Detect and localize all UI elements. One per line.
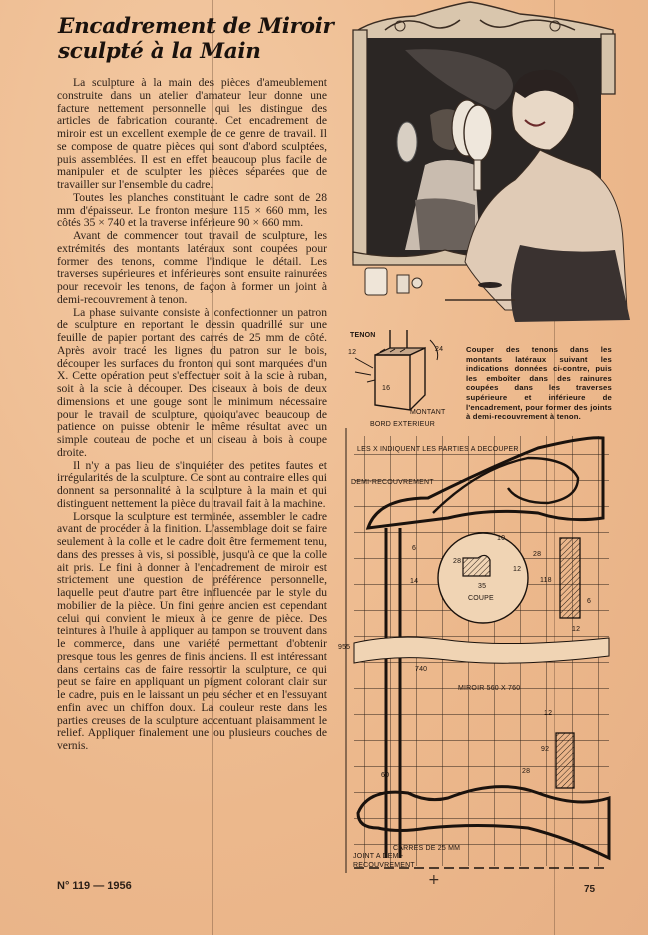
frame-left <box>353 30 367 260</box>
paragraph: La sculpture à la main des pièces d'ameublement construite dans un atelier d'amateur leur donne une facture nettement personnelle qui les distingue des articles de fabrication courante. Cet encadrement de miroir est un excellent exemple de ce genre de travail. Il se compose de quatre pièces qui sont d'abord sculptées, puis assemblées. Il est en effet beaucoup plus facile de manipuler et de sculpter les pièces séparées que de travailler sur l'ensemble du cadre. <box>57 76 327 191</box>
label-dim: 16 <box>382 385 391 392</box>
dim-label: 28 <box>522 768 531 775</box>
article-body <box>57 77 327 753</box>
dim-label: 12 <box>513 566 522 573</box>
dim-label: 92 <box>541 746 550 753</box>
label-joint: JOINT A DEMI-RECOUVREMENT <box>353 853 415 869</box>
paragraph: Lorsque la sculpture est terminée, assembler le cadre avant de procéder à la finition. L'assemblage doit se faire seulement à la colle et le cadre doit être fermement tenu, dans des presses à vis, si possible, jusqu'à ce que la colle ait pris. Le fini à donner à l'encadrement de miroir est strictement une question de préférence personnelle, laquelle peut d'autre part être influencée par le style du mobilier de la pièce. Un fini genre ancien est cependant celui qui convient le mieux à ce genre de pièce. Des teintures à l'huile à appliquer au tampon se trouvent dans le commerce, dans une variété permettant d'obtenir presque tous les genres de finis anciens. Il est intéressant dans certains cas de faire ressortir la sculpture, ce qui peut se faire en appliquant un pigment colorant clair sur le cadre, puis en le laissant un peu sécher et en l'essuyant enfin avec un chiffon doux. La couleur reste dans les parties creuses de la sculpture accentuant plaisamment le relief. Appliquer finalement une ou plusieurs couches de vernis. <box>57 509 327 752</box>
paragraph: Avant de commencer tout travail de sculpture, les extrémités des montants latéraux sont coupées pour former des tenons, comme l'indique le détail. Les traverses supérieures et inférieures sont ensuite rainurées pour recevoir les tenons, de façon à former un joint à demi-recouvrement à tenon. <box>57 229 327 306</box>
tenon-detail-drawing <box>345 330 465 430</box>
article-title: Encadrement de Miroir sculpté à la Main <box>58 14 334 64</box>
dim-label: 12 <box>544 710 553 717</box>
paragraph: Il n'y a pas lieu de s'inquiéter des petites fautes et irrégularités de la sculpture. Ce sont au contraire elles qui donnent sa personnalité à la sculpture à la main et qui distinguent nettement la pièce du travail fait à la machine. <box>57 458 327 510</box>
label-miroir: MIROIR 560 X 760 <box>458 685 521 692</box>
perfume-bottle <box>397 275 409 293</box>
label-montant: MONTANT <box>410 409 446 416</box>
woman-dress <box>511 245 630 322</box>
label-demi-recouvrement: DEMI-RECOUVREMENT <box>351 479 434 486</box>
mirror-illustration <box>345 0 635 328</box>
hand-mirror <box>464 105 492 161</box>
dim-label: 10 <box>497 535 506 542</box>
dim-label: 28 <box>453 558 462 565</box>
tenon-caption: Couper des tenons dans les montants latéraux suivant les indications données ci-contre, puis les emboîter dans des rainures coupées dans les traverses supérieure et inférieure de l'encadrement, pour former des joints à demi-recouvrement à tenon. <box>466 345 612 422</box>
dim-label: 118 <box>540 577 552 584</box>
frame-crest <box>355 2 613 40</box>
issue-number: N° 119 — 1956 <box>57 880 132 892</box>
frame-right <box>601 34 615 94</box>
dim-label: 12 <box>572 626 581 633</box>
jar <box>365 268 387 295</box>
registration-mark: + <box>428 872 440 888</box>
section-circle <box>438 533 528 623</box>
dim-label: 35 <box>478 583 487 590</box>
paragraph: La phase suivante consiste à confectionner un patron de sculpture en reportant le dessin quadrillé sur une feuille de papier portant des carrés de 25 mm de côté. Après avoir tracé les lignes du patron sur le bois, découper les surfaces du fronton qui sont marquées d'un X. Cette opération peut s'effectuer soit à la scie à ruban, soit à la scie à découper. Des ciseaux à bois de deux dimensions et une gouge sont le minimum nécessaire pour le travail de sculpture, quoiqu'avec beaucoup de patience on puisse obtenir le même résultat avec un simple couteau de poche et un ciseau à bois à coupe droite. <box>57 305 327 459</box>
dim-label: 6 <box>412 545 417 552</box>
label-tenon: TENON <box>350 332 376 339</box>
grid-plan-drawing <box>338 428 613 873</box>
section-bottom <box>556 733 574 788</box>
dim-label: 60 <box>381 772 390 779</box>
label-coupe: COUPE <box>468 595 494 602</box>
dim-label: 14 <box>410 578 419 585</box>
note-x-parts: LES X INDIQUENT LES PARTIES A DECOUPER <box>357 446 519 453</box>
label-dim: 12 <box>348 349 357 356</box>
section-top <box>560 538 580 618</box>
label-bord-exterieur: BORD EXTERIEUR <box>370 421 436 428</box>
dim-label-height: 955 <box>338 644 351 651</box>
page-number: 75 <box>584 884 596 895</box>
dim-label: 740 <box>415 666 428 673</box>
label-dim: 24 <box>435 346 444 353</box>
dim-label: 6 <box>587 598 592 605</box>
dim-label: 28 <box>533 551 542 558</box>
paragraph: Toutes les planches constituant le cadre sont de 28 mm d'épaisseur. Le fronton mesure 115 × 660 mm, les côtés 35 × 740 et la traverse inférieure 90 × 660 mm. <box>57 190 327 230</box>
label-carres: CARRES DE 25 MM <box>393 845 461 852</box>
